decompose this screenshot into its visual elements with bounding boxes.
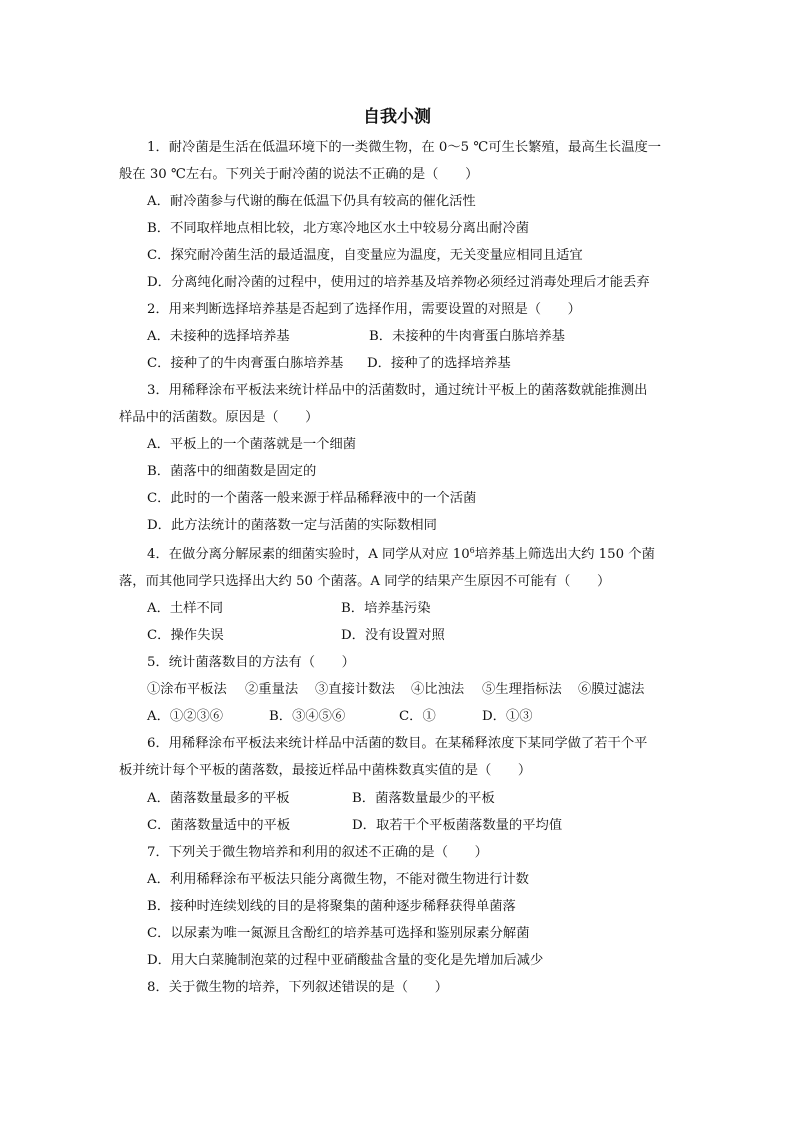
q6-option-c: C．菌落数量适中的平板 xyxy=(147,818,291,833)
q7-option-a: A．利用稀释涂布平板法只能分离微生物，不能对微生物进行计数 xyxy=(147,872,529,887)
q6-option-b: B．菌落数量最少的平板 xyxy=(352,791,495,806)
q1-option-b: B．不同取样地点相比较，北方寒冷地区水土中较易分离出耐冷菌 xyxy=(147,221,530,236)
q8-stem: 8．关于微生物的培养，下列叙述错误的是（ ） xyxy=(147,980,448,995)
q4-option-d: D．没有设置对照 xyxy=(341,628,445,643)
q4-stem-part-1: 4．在做分离分解尿素的细菌实验时，A 同学从对应 10 xyxy=(147,547,470,562)
q7-option-b: B．接种时连续划线的目的是将聚集的菌种逐步稀释获得单菌落 xyxy=(147,899,516,914)
q2-option-d: D．接种了的选择培养基 xyxy=(367,356,511,371)
q5-method-4: ④比浊法 xyxy=(411,682,465,697)
q1-option-c: C．探究耐冷菌生活的最适温度，自变量应为温度，无关变量应相同且适宜 xyxy=(147,248,583,263)
q7-stem: 7．下列关于微生物培养和利用的叙述不正确的是（ ） xyxy=(147,845,488,860)
page-title: 自我小测 xyxy=(363,107,431,127)
q3-option-d: D．此方法统计的菌落数一定与活菌的实际数相同 xyxy=(147,518,437,533)
q2-option-b: B．未接种的牛肉膏蛋白胨培养基 xyxy=(369,329,565,344)
q1-option-d: D．分离纯化耐冷菌的过程中，使用过的培养基及培养物必须经过消毒处理后才能丢弃 xyxy=(147,275,650,290)
q6-option-d: D．取若干个平板菌落数量的平均值 xyxy=(352,818,563,833)
q6-stem-line-2: 板并统计每个平板的菌落数，最接近样品中菌株数真实值的是（ ） xyxy=(119,763,532,778)
q1-stem-line-1: 1．耐冷菌是生活在低温环境下的一类微生物，在 0～5 ℃可生长繁殖，最高生长温度一 xyxy=(147,140,662,155)
q7-option-d: D．用大白菜腌制泡菜的过程中亚硝酸盐含量的变化是先增加后减少 xyxy=(147,953,544,968)
q4-stem-part-2: 培养基上筛选出大约 150 个菌 xyxy=(474,547,655,562)
q5-method-2: ②重量法 xyxy=(245,682,299,697)
q1-stem-line-2: 般在 30 ℃左右。下列关于耐冷菌的说法不正确的是（ ） xyxy=(119,167,479,182)
q5-option-c: C．① xyxy=(399,709,436,724)
q4-option-c: C．操作失误 xyxy=(147,628,224,643)
q5-option-a: A．①②③⑥ xyxy=(147,709,224,724)
q1-option-a: A．耐冷菌参与代谢的酶在低温下仍具有较高的催化活性 xyxy=(147,194,476,209)
q2-option-c: C．接种了的牛肉膏蛋白胨培养基 xyxy=(147,356,344,371)
q4-option-a: A．土样不同 xyxy=(147,601,224,616)
q3-stem-line-1: 3．用稀释涂布平板法来统计样品中的活菌数时，通过统计平板上的菌落数就能推测出 xyxy=(147,383,648,398)
q7-option-c: C．以尿素为唯一氮源且含酚红的培养基可选择和鉴别尿素分解菌 xyxy=(147,926,530,941)
q3-option-c: C．此时的一个菌落一般来源于样品稀释液中的一个活菌 xyxy=(147,491,477,506)
q4-option-b: B．培养基污染 xyxy=(341,601,431,616)
q2-option-a: A．未接种的选择培养基 xyxy=(147,329,290,344)
q4-exponent: 6 xyxy=(469,546,475,555)
q5-option-b: B．③④⑤⑥ xyxy=(269,709,346,724)
q5-method-3: ③直接计数法 xyxy=(315,682,395,697)
q5-method-6: ⑥膜过滤法 xyxy=(578,682,645,697)
q4-stem-line-1 xyxy=(147,544,707,566)
q5-stem: 5．统计菌落数目的方法有（ ） xyxy=(147,655,355,670)
q5-option-d: D．①③ xyxy=(482,709,533,724)
q3-stem-line-2: 样品中的活菌数。原因是（ ） xyxy=(119,410,319,425)
q5-method-1: ①涂布平板法 xyxy=(147,682,227,697)
q3-option-a: A．平板上的一个菌落就是一个细菌 xyxy=(147,437,357,452)
q2-stem: 2．用来判断选择培养基是否起到了选择作用，需要设置的对照是（ ） xyxy=(147,302,581,317)
q6-option-a: A．菌落数量最多的平板 xyxy=(147,791,290,806)
q5-method-5: ⑤生理指标法 xyxy=(482,682,562,697)
q6-stem-line-1: 6．用稀释涂布平板法来统计样品中活菌的数目。在某稀释浓度下某同学做了若干个平 xyxy=(147,736,648,751)
q3-option-b: B．菌落中的细菌数是固定的 xyxy=(147,464,317,479)
q4-stem-line-2: 落，而其他同学只选择出大约 50 个菌落。A 同学的结果产生原因不可能有（ ） xyxy=(119,574,611,589)
